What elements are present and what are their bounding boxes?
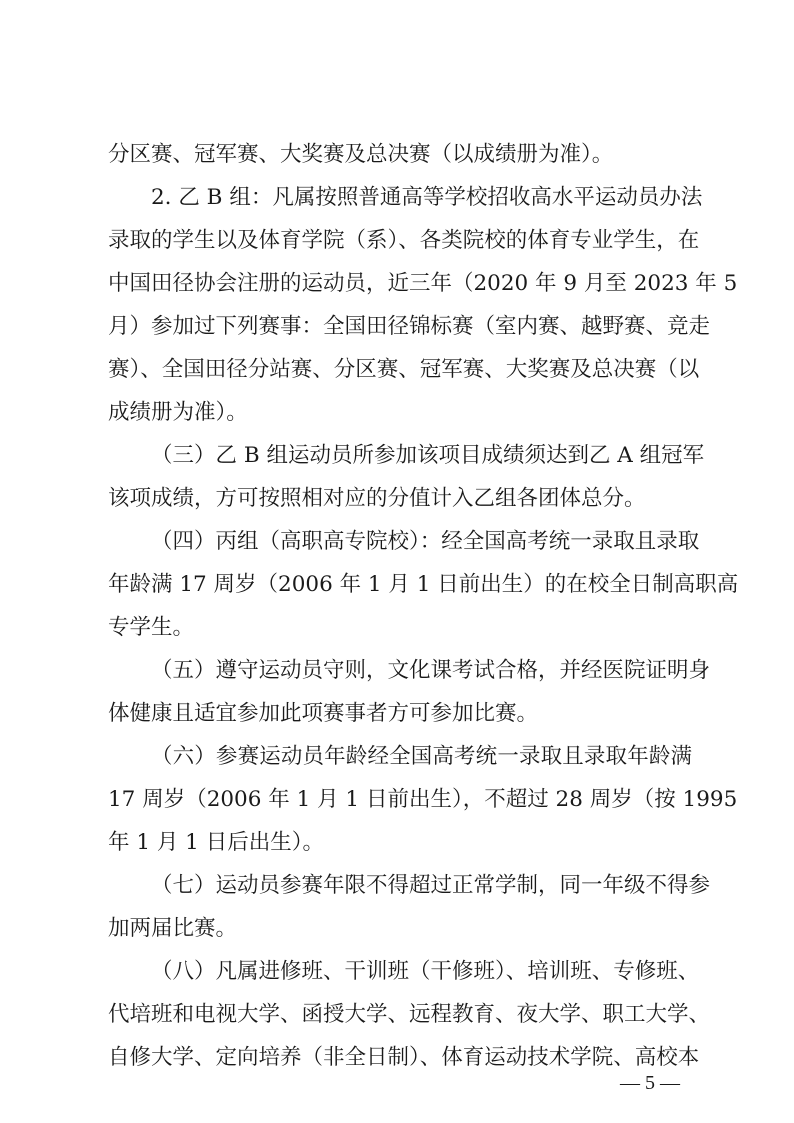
text-line: 中国田径协会注册的运动员，近三年（2020 年 9 月至 2023 年 5 [108,271,738,296]
text-line: 自修大学、定向培养（非全日制）、体育运动技术学院、高校本 [108,1045,700,1070]
text-line: 2. 乙 B 组：凡属按照普通高等学校招收高水平运动员办法 [151,185,703,210]
text-line: 录取的学生以及体育学院（系）、各类院校的体育专业学生，在 [108,228,700,253]
text-line: 该项成绩，方可按照相对应的分值计入乙组各团体总分。 [108,486,646,511]
text-line: （七）运动员参赛年限不得超过正常学制，同一年级不得参 [151,873,711,898]
text-line: （三）乙 B 组运动员所参加该项目成绩须达到乙 A 组冠军 [151,443,705,468]
text-line: 分区赛、冠军赛、大奖赛及总决赛（以成绩册为准）。 [108,142,614,167]
text-line: （五）遵守运动员守则，文化课考试合格，并经医院证明身 [151,658,711,683]
text-line: 成绩册为准）。 [108,400,248,425]
text-line: 加两届比赛。 [108,916,238,941]
text-line: （六）参赛运动员年龄经全国高考统一录取且录取年龄满 [151,744,692,769]
text-line: （八）凡属进修班、干训班（干修班）、培训班、专修班、 [151,959,700,984]
text-line: 年龄满 17 周岁（2006 年 1 月 1 日前出生）的在校全日制高职高 [108,572,739,597]
text-line: 代培班和电视大学、函授大学、远程教育、夜大学、职工大学、 [108,1002,711,1027]
text-line: 年 1 月 1 日后出生）。 [108,830,324,855]
text-line: 专学生。 [108,615,195,640]
text-line: 17 周岁（2006 年 1 月 1 日前出生），不超过 28 周岁（按 1995 [108,787,738,812]
text-line: 体健康且适宜参加此项赛事者方可参加比赛。 [108,701,539,726]
text-line: 赛）、全国田径分站赛、分区赛、冠军赛、大奖赛及总决赛（以 [108,357,700,382]
text-line: （四）丙组（高职高专院校）：经全国高考统一录取且录取 [151,529,700,554]
page-number: — 5 — [620,1072,680,1094]
text-line: 月）参加过下列赛事：全国田径锦标赛（室内赛、越野赛、竞走 [108,314,711,339]
